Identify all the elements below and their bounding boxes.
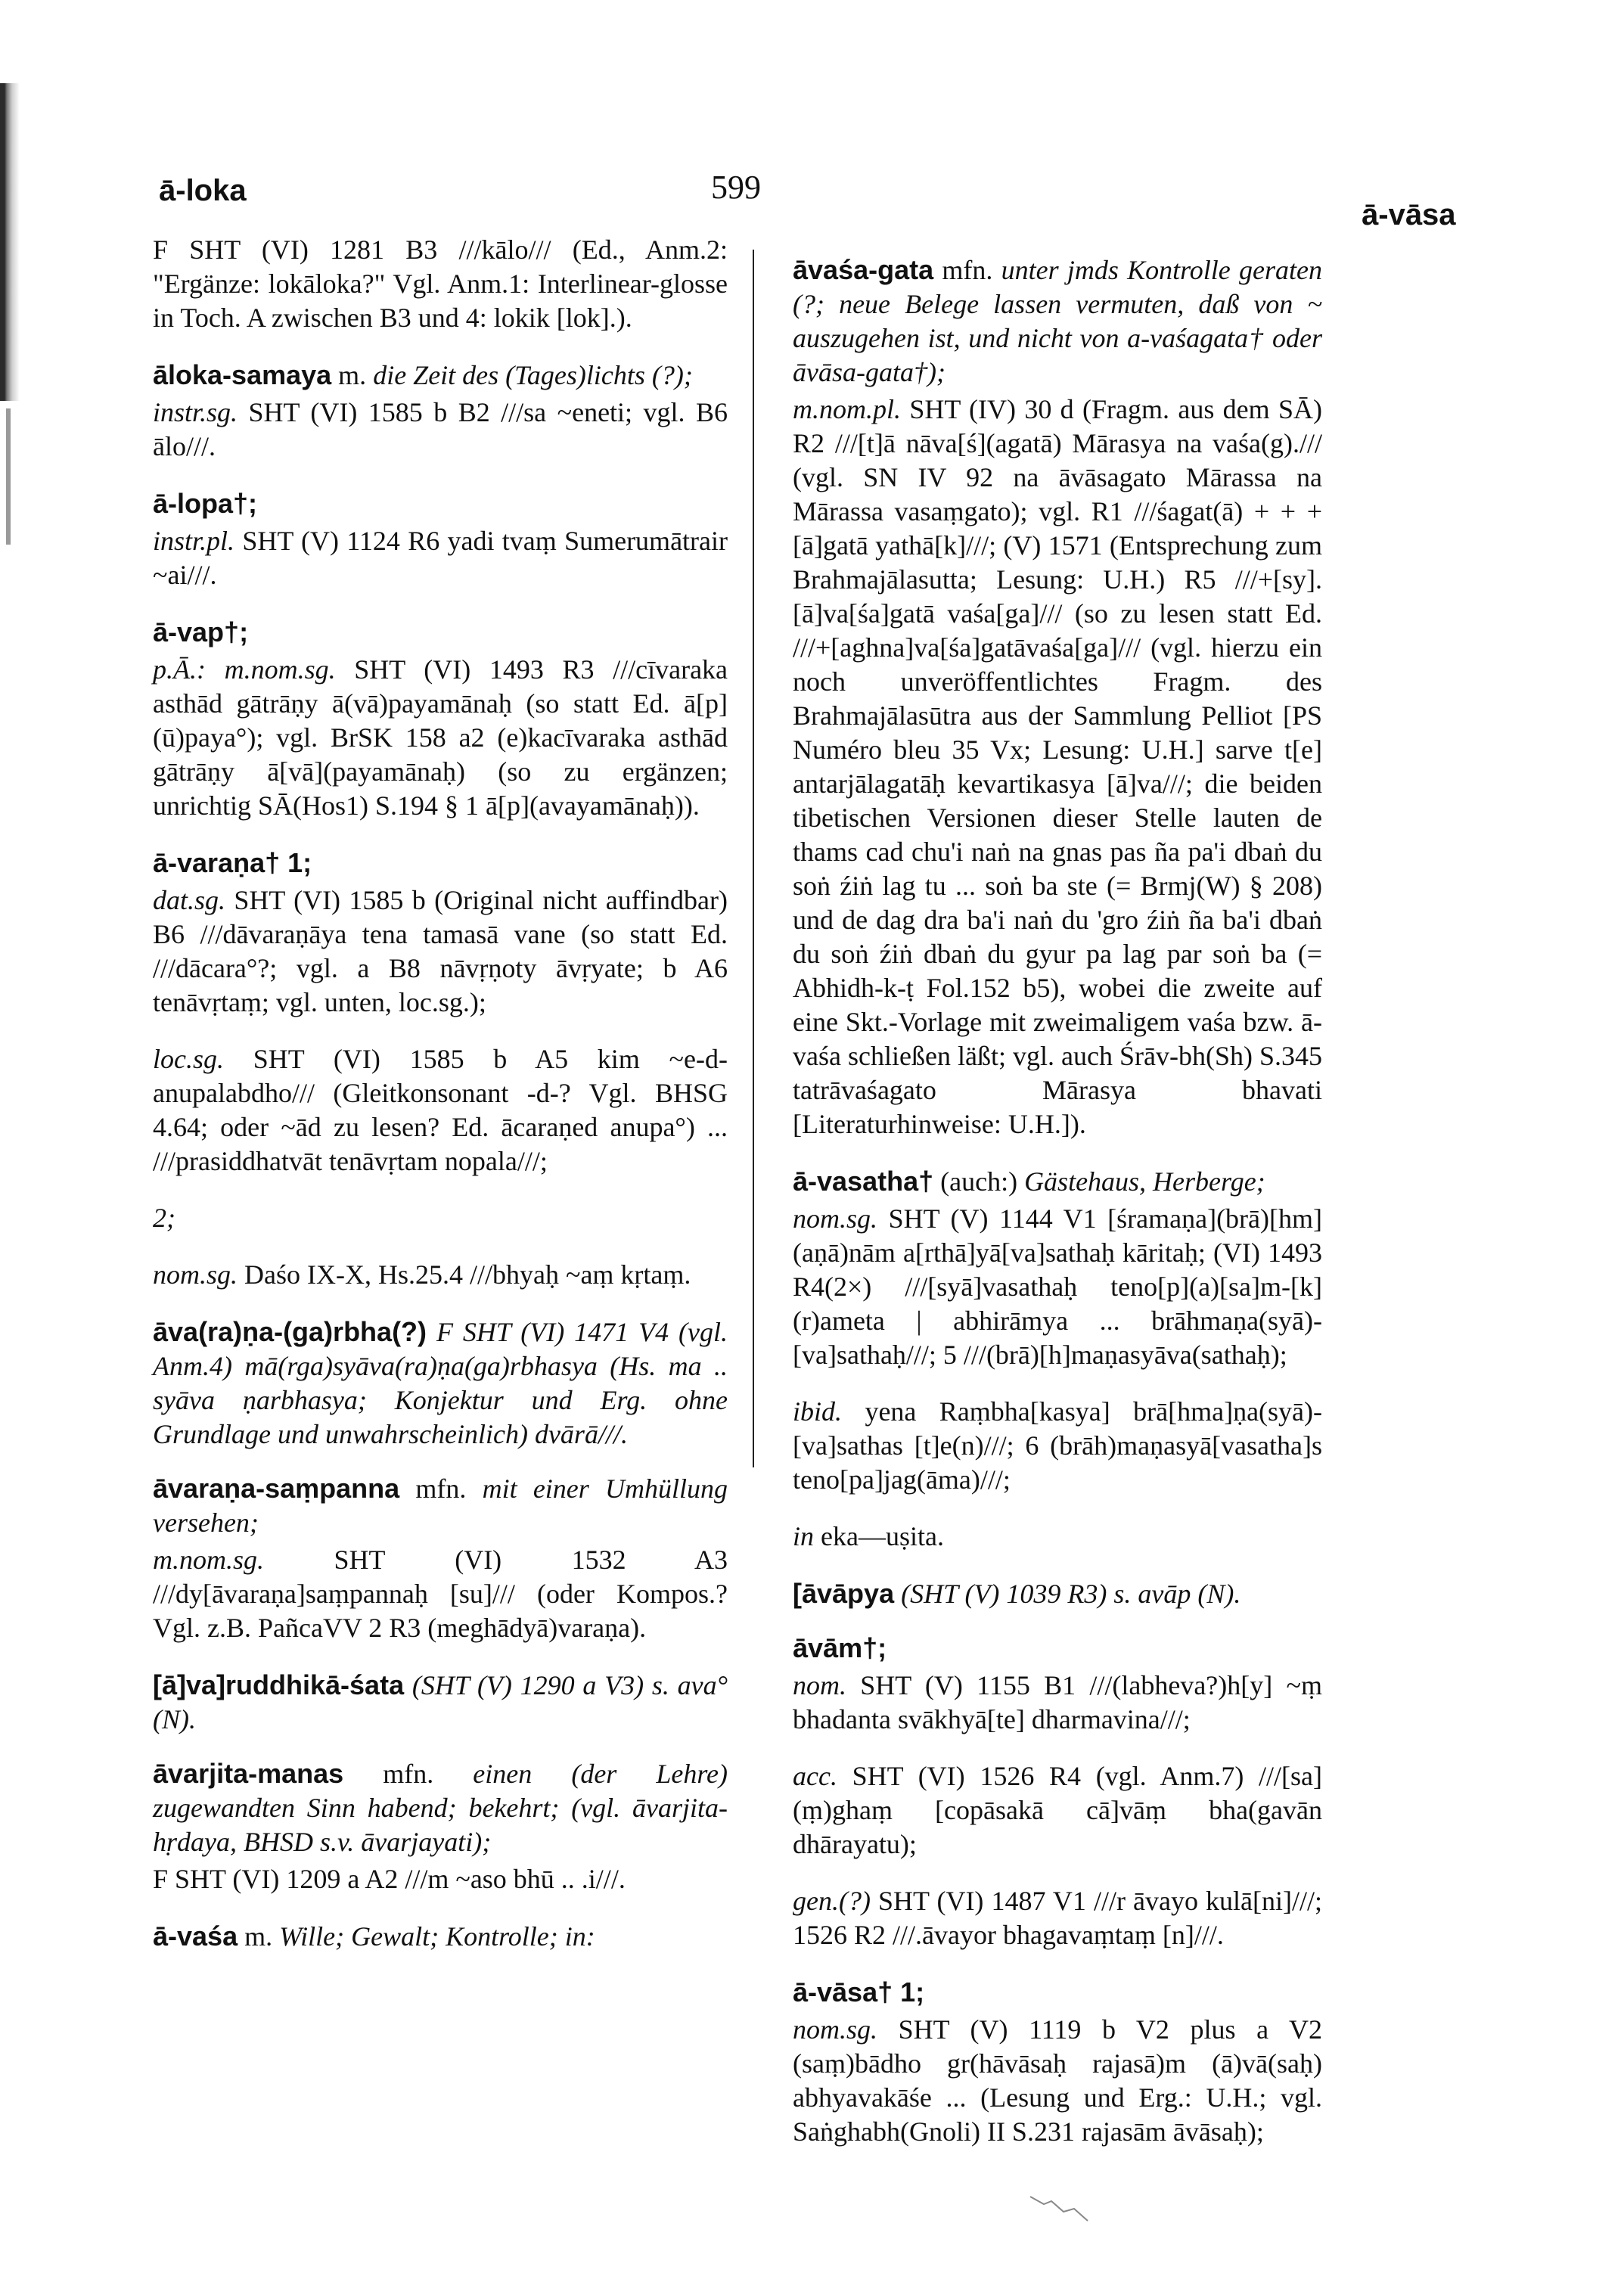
entry-pos: mfn. [415,1473,467,1504]
citation [793,1669,1322,1737]
citation-text: SHT (VI) 1526 R4 (vgl. Anm.7) ///[sa](ṃ)ghaṃ [copāsakā cā]vāṃ bha(gavān dhārayatu); [793,1761,1323,1859]
grammar-label: 2; [153,1203,175,1233]
dictionary-entry [153,1668,728,1737]
citation [153,1042,728,1178]
grammar-label: instr.sg. [153,397,238,427]
entry-gloss: Gästehaus, Herberge; [1024,1166,1265,1197]
citation-text: SHT (V) 1144 V1 [śramaṇa](brā)[hm](aṇā)nām a[rthā]yā[va]sathaḥ kāritaḥ; (VI) 1493 R4(2×) ///[syā]vasathaḥ teno[p](a)[sa]m-[k](r)ameta | abhirāmya ... brāhmaṇa(syā)-[va]sathaḥ///; 5 ///(brā)[h]maṇasyāva(sathaḥ); [793,1203,1322,1370]
entry-headword: [āvāpya [793,1578,895,1609]
dictionary-entry [793,1631,1322,1666]
grammar-label: m.nom.sg. [153,1545,265,1575]
page-number: 599 [711,169,761,206]
grammar-label: nom.sg. [793,1203,878,1234]
header-left-keyword: ā-loka [159,174,247,207]
citation [153,883,728,1020]
dictionary-entry [793,1576,1322,1611]
entry-gloss: die Zeit des (Tages)lichts (?); [373,360,693,390]
scan-binding-shadow [6,408,11,545]
citation [793,2013,1322,2149]
dictionary-entry [153,1919,728,1954]
dictionary-entry [153,615,728,650]
grammar-label: nom.sg. [793,2014,878,2045]
dictionary-entry [793,253,1322,390]
citation [153,1201,728,1235]
dictionary-entry [793,1975,1322,2010]
entry-pos: mfn. [942,255,993,285]
grammar-label: in [793,1521,815,1551]
citation [793,1395,1322,1497]
running-header [0,168,1624,231]
citation-text: F SHT (VI) 1281 B3 ///kālo/// (Ed., Anm.2: "Ergänze: lokāloka?" Vgl. Anm.1: Interlinear-glosse in Toch. A zwischen B3 und 4: lokik [lok].). [153,234,728,333]
citation [793,1759,1322,1862]
citation-text: yena Raṃbha[kasya] brā[hma]ṇa(syā)-[va]sathas [t]e(n)///; 6 (brāh)maṇasyā[vasatha]s teno[pa]jag(āma)///; [793,1396,1322,1495]
citation-text: SHT (V) 1124 R6 yadi tvaṃ Sumerumātrair ~ai///. [153,526,728,590]
entry-gloss: (SHT (V) 1039 R3) s. avāp (N). [901,1579,1241,1609]
entry-headword: ā-vap†; [153,616,249,647]
entry-headword: ā-vaśa [153,1921,238,1952]
citation-text: Daśo IX-X, Hs.25.4 ///bhyaḥ ~aṃ kṛtaṃ. [244,1259,691,1290]
citation-text: SHT (V) 1119 b V2 plus a V2 (saṃ)bādho gr(hāvāsaḥ rajasā)m (ā)vā(saḥ) abhyavakāśe ... (Lesung und Erg.: U.H.; vgl. Saṅghabh(Gnoli) II S.231 rajasām āvāsaḥ); [793,2014,1322,2147]
scan-binding-edge [0,83,20,401]
entry-headword: ā-vasatha† [793,1166,934,1197]
dictionary-entry [153,486,728,521]
citation-text: SHT (IV) 30 d (Fragm. aus dem SĀ) R2 ///[t]ā nāva[ś](agatā) Mārasya na vaśa(g)./// (vgl. SN IV 92 na āvāsagato Mārassa na Mārassa vasaṃgato); vgl. R1 ///śagat(ā) + + + [ā]gatā yathā[k]///; (V) 1571 (Entsprechung zum Brahmajālasutta; Lesung: U.H.) R5 ///+[sy]. [ā]va[śa]gatā vaśa[ga]/// (so zu lesen statt Ed. ///+[aghna]va[śa]gatāvaśa[ga]/// (vgl. hierzu ein noch unveröffentlichtes Fragm. des Brahmajālasūtra aus der Sammlung Pelliot [PS Numéro bleu 35 Vx; Lesung: U.H.] sarve t[e] antarjālagatāḥ kevartikasya [ā]va///; die beiden tibetischen Versionen dieser Stelle lauten de thams cad chu'i naṅ na gnas pas ña pa'i dbaṅ du soṅ źiṅ lag tu ... soṅ ba ste (= Brmj(W) § 208) und de dag dra ba'i naṅ du 'gro źiṅ ña ba'i dbaṅ du soṅ źiṅ dbaṅ du gyur pa lag par soṅ ba (= Abhidh-k-ṭ Fol.152 b5), wobei die zweite auf eine Skt.-Vorlage mit zweimaligem vaśa bzw. ā-vaśa schließen läßt; vgl. auch Śrāv-bh(Sh) S.345 tatrāvaśagato Mārasya bhavati [Literaturhinweise: U.H.]). [793,394,1322,1139]
entry-headword: ā-lopa†; [153,488,258,519]
entry-gloss: unter jmds Kontrolle geraten (?; neue Belege lassen vermuten, daß von ~ auszugehen ist, und nicht von a-vaśagata† oder āvāsa-gata†); [793,255,1323,387]
column-divider [753,250,754,1467]
grammar-label: loc.sg. [153,1044,224,1074]
entry-gloss: einen (der Lehre) zugewandten Sinn habend; bekehrt; (vgl. āvarjita-hṛdaya, BHSD s.v. āvarjayati); [153,1759,728,1857]
citation [153,1543,728,1645]
stray-scan-mark [1029,2194,1089,2224]
citation-text: eka—uṣita. [821,1521,944,1551]
entry-headword: āvaraṇa-saṃpanna [153,1473,400,1504]
dictionary-entry [153,1471,728,1540]
grammar-label: p.Ā.: m.nom.sg. [153,654,336,685]
entry-headword: ā-varaṇa† 1; [153,847,312,878]
dictionary-entry [153,1756,728,1859]
citation-text: SHT (V) 1155 B1 ///(labheva?)h[y] ~ṃ bhadanta svākhyā[te] dharmavina///; [793,1670,1322,1734]
entry-headword: āvarjita-manas [153,1758,344,1789]
citation-text: SHT (VI) 1585 b (Original nicht auffindbar) B6 ///dāvaraṇāya tena tamasā vane (so statt Ed. ///dācara°?; vgl. a B8 nāvṛṇoty āvṛyate; b A6 tenāvṛtaṃ; vgl. unten, loc.sg.); [153,885,728,1017]
grammar-label: dat.sg. [153,885,226,915]
citation-text: SHT (VI) 1493 R3 ///cīvaraka asthād gātrāṇy ā(vā)payamānaḥ (so statt Ed. ā[p](ū)paya°); vgl. BrSK 158 a2 (e)kacīvaraka asthād gātrāṇy ā[vā](payamānaḥ) (so zu ergänzen; unrichtig SĀ(Hos1) S.194 § 1 ā[p](avayamānaḥ)). [153,654,728,821]
citation [793,1884,1322,1952]
citation [153,1258,728,1292]
dictionary-entry [153,358,728,393]
citation-text: SHT (VI) 1487 V1 ///r āvayo kulā[ni]///; 1526 R2 ///.āvayor bhagavaṃtaṃ [n]///. [793,1886,1322,1950]
citation [793,1520,1322,1554]
dictionary-entry [793,1164,1322,1199]
left-column [153,233,728,1957]
grammar-label: ibid. [793,1396,843,1427]
entry-pos: (auch:) [940,1166,1018,1197]
grammar-label: nom.sg. [153,1259,238,1290]
entry-headword: āvām†; [793,1632,887,1663]
citation [793,393,1322,1141]
citation [153,1862,728,1896]
entry-gloss: Wille; Gewalt; Kontrolle; in: [279,1921,595,1952]
entry-headword: ā-vāsa† 1; [793,1976,925,2008]
header-right-keyword: ā-vāsa [1362,198,1456,231]
citation-text: F SHT (VI) 1209 a A2 ///m ~aso bhū .. .i///. [153,1864,626,1894]
citation [153,653,728,823]
entry-headword: āloka-samaya [153,359,332,390]
entry-pos: m. [338,360,367,390]
grammar-label: m.nom.pl. [793,394,901,424]
citation-text: SHT (VI) 1532 A3 ///dy[āvaraṇa]saṃpannaḥ [su]/// (oder Kompos.? Vgl. z.B. PañcaVV 2 R3 (meghādyā)varaṇa). [153,1545,728,1643]
entry-gloss: mit einer Umhüllung versehen; [153,1473,728,1538]
entry-pos: mfn. [383,1759,434,1789]
citation [793,1202,1322,1372]
citation [153,524,728,592]
citation-text: SHT (VI) 1585 b A5 kim ~e-d-anupalabdho/// (Gleitkonsonant -d-? Vgl. BHSG 4.64; oder ~ād zu lesen? Ed. ācaraṇed anupa°) ... ///prasiddhatvāt tenāvṛtam nopala///; [153,1044,728,1176]
entry-headword: āva(ra)ṇa-(ga)rbha(?) [153,1316,427,1347]
entry-gloss: (SHT (V) 1290 a V3) s. ava° (N). [153,1670,728,1734]
entry-gloss: F SHT (VI) 1471 V4 (vgl. Anm.4) mā(rga)syāva(ra)ṇa(ga)rbhasya (Hs. ma .. syāva ṇarbhasya; Konjektur und Erg. ohne Grundlage und unwahrscheinlich) dvārā///. [153,1317,728,1449]
dictionary-entry [153,846,728,880]
right-column [793,233,1322,2172]
grammar-label: instr.pl. [153,526,235,556]
citation-text: SHT (VI) 1585 b B2 ///sa ~eneti; vgl. B6 ālo///. [153,397,728,461]
entry-headword: āvaśa-gata [793,254,934,285]
citation [153,396,728,464]
grammar-label: nom. [793,1670,846,1700]
grammar-label: gen.(?) [793,1886,871,1916]
citation [153,233,728,335]
entry-headword: [ā]va]ruddhikā-śata [153,1669,405,1700]
entry-pos: m. [244,1921,273,1952]
grammar-label: acc. [793,1761,837,1791]
dictionary-entry [153,1315,728,1452]
